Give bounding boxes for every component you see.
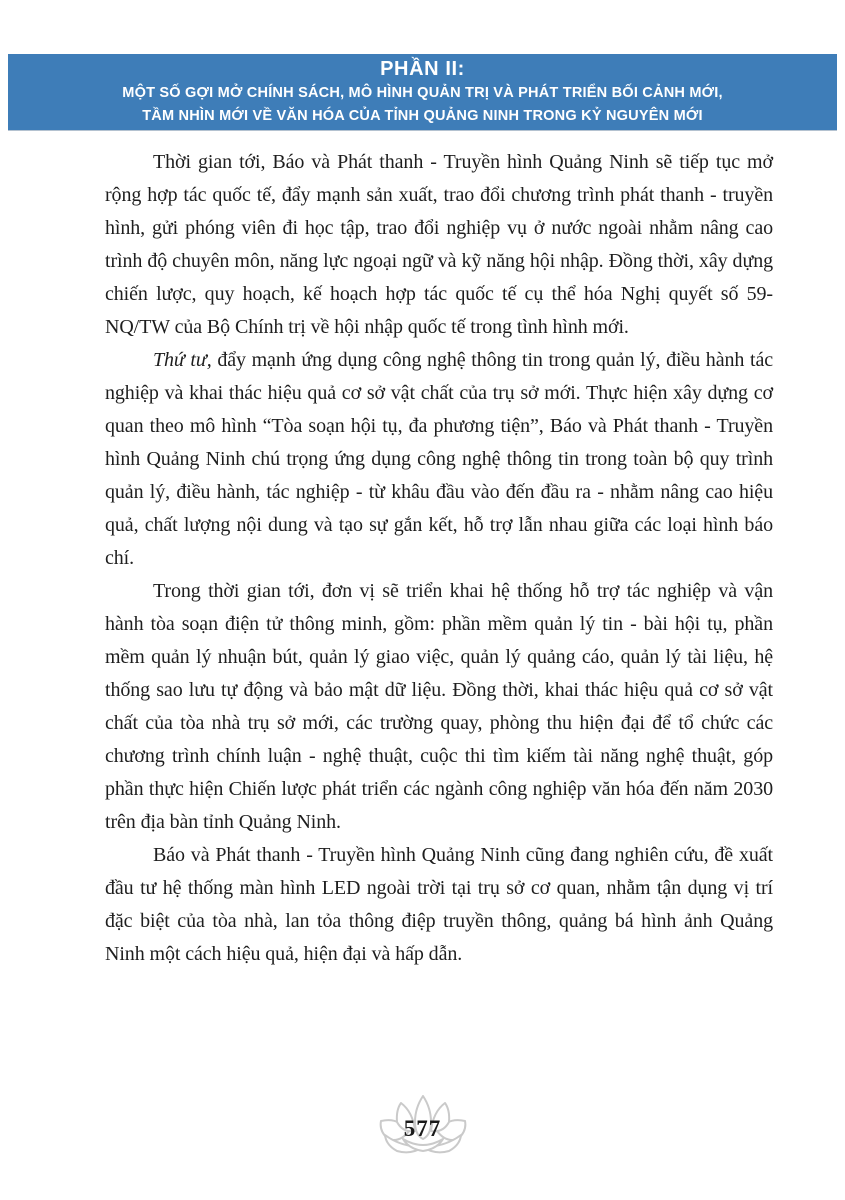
chapter-subtitle-line2: TẦM NHÌN MỚI VỀ VĂN HÓA CỦA TỈNH QUẢNG NINH TRONG KỶ NGUYÊN MỚI	[142, 107, 703, 124]
paragraph-lead-italic: Thứ tư,	[153, 349, 212, 371]
page-footer	[0, 1094, 845, 1166]
paragraph: Thời gian tới, Báo và Phát thanh - Truyền hình Quảng Ninh sẽ tiếp tục mở rộng hợp tác quốc tế, đẩy mạnh sản xuất, trao đổi chương trình phát thanh - truyền hình, gửi phóng viên đi học tập, trao đổi nghiệp vụ ở nước ngoài nhằm nâng cao trình độ chuyên môn, năng lực ngoại ngữ và kỹ năng hội nhập. Đồng thời, xây dựng chiến lược, quy hoạch, kế hoạch hợp tác quốc tế cụ thể hóa Nghị quyết số 59-NQ/TW của Bộ Chính trị về hội nhập quốc tế trong tình hình mới.	[105, 151, 773, 338]
part-label: PHẦN II:	[380, 58, 465, 80]
paragraph: Báo và Phát thanh - Truyền hình Quảng Ninh cũng đang nghiên cứu, đề xuất đầu tư hệ thống màn hình LED ngoài trời tại trụ sở cơ quan, nhằm tận dụng vị trí đặc biệt của tòa nhà, lan tỏa thông điệp truyền thông, quảng bá hình ảnh Quảng Ninh một cách hiệu quả, hiện đại và hấp dẫn.	[105, 844, 773, 965]
paragraph: Trong thời gian tới, đơn vị sẽ triển khai hệ thống hỗ trợ tác nghiệp và vận hành tòa soạn điện tử thông minh, gồm: phần mềm quản lý tin - bài hội tụ, phần mềm quản lý nhuận bút, quản lý giao việc, quản lý quảng cáo, quản lý tài liệu, hệ thống sao lưu tự động và bảo mật dữ liệu. Đồng thời, khai thác hiệu quả cơ sở vật chất của tòa nhà trụ sở mới, các trường quay, phòng thu hiện đại để tổ chức các chương trình chính luận - nghệ thuật, cuộc thi tìm kiếm tài năng nghệ thuật, góp phần thực hiện Chiến lược phát triển các ngành công nghiệp văn hóa đến năm 2030 trên địa bàn tỉnh Quảng Ninh.	[105, 580, 773, 833]
chapter-subtitle-line1: MỘT SỐ GỢI MỞ CHÍNH SÁCH, MÔ HÌNH QUẢN TRỊ VÀ PHÁT TRIỂN BỐI CẢNH MỚI,	[122, 84, 723, 101]
page-number: 577	[403, 1116, 442, 1141]
chapter-banner	[8, 54, 837, 130]
paragraph: Thứ tư, đẩy mạnh ứng dụng công nghệ thông tin trong quản lý, điều hành tác nghiệp và khai thác hiệu quả cơ sở vật chất của trụ sở mới. Thực hiện xây dựng cơ quan theo mô hình “Tòa soạn hội tụ, đa phương tiện”, Báo và Phát thanh - Truyền hình Quảng Ninh chú trọng ứng dụng công nghệ thông tin trong toàn bộ quy trình quản lý, điều hành, tác nghiệp - từ khâu đầu vào đến đầu ra - nhằm nâng cao hiệu quả, chất lượng nội dung và tạo sự gắn kết, hỗ trợ lẫn nhau giữa các loại hình báo chí.	[105, 349, 773, 569]
page-body	[105, 146, 773, 971]
